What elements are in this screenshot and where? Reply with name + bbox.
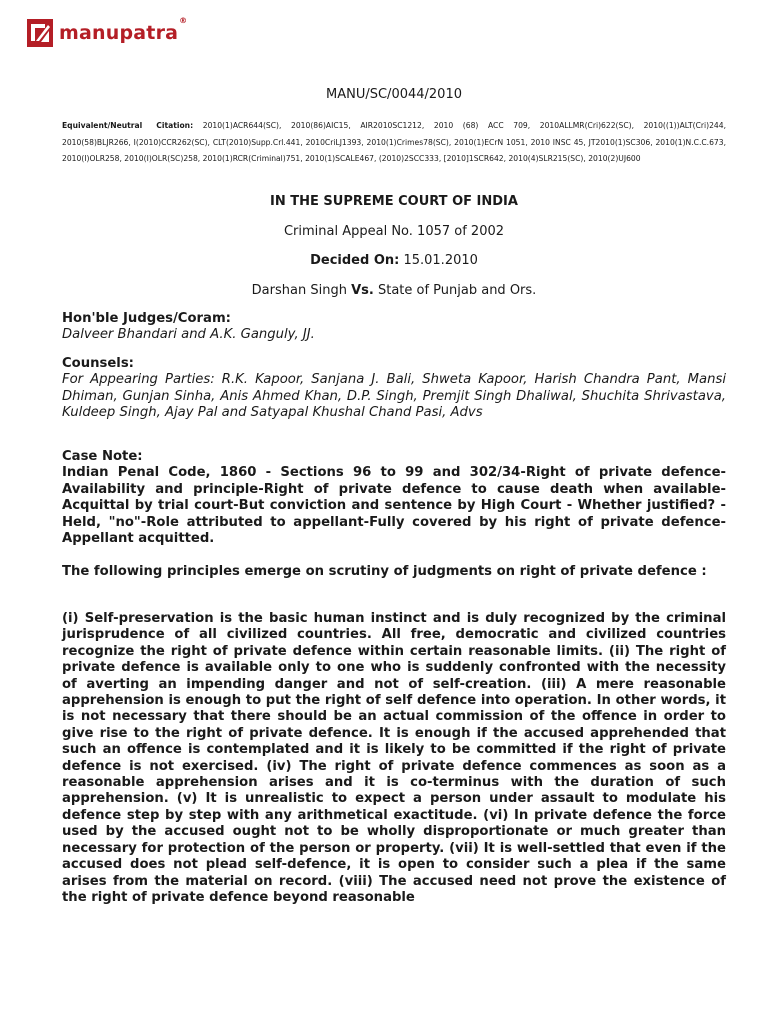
- decided-on: [62, 253, 726, 268]
- judges-names: Dalveer Bhandari and A.K. Ganguly, JJ.: [62, 327, 315, 343]
- logo-wordmark: manupatra®: [59, 16, 188, 44]
- manupatra-logo: [27, 16, 187, 50]
- versus: Vs.: [351, 283, 374, 298]
- appellant: Darshan Singh: [251, 283, 347, 298]
- counsels-heading: Counsels:: [62, 356, 134, 371]
- court-name: IN THE SUPREME COURT OF INDIA: [270, 194, 518, 209]
- citation-label-2: Citation:: [156, 121, 194, 130]
- principles-intro: The following principles emerge on scrutiny of judgments on right of private defence :: [62, 564, 707, 579]
- counsels-text: For Appearing Parties: R.K. Kapoor, Sanjana J. Bali, Shweta Kapoor, Harish Chandra Pant, Mansi Dhiman, Gunjan Sinha, Anis Ahmed Khan, D.P. Singh, Premjit Singh Dhaliwal, Shuchita Shrivastava, Kuldeep Singh, Ajay Pal and Satyapal Khushal Chand Pasi, Advs: [62, 372, 726, 421]
- citation-text: 2010(1)ACR644(SC), 2010(86)AIC15, AIR2010SC1212, 2010 (68) ACC 709, 2010ALLMR(Cri)622(SC), 2010((1))ALT(Cri)244, 2010(58)BLJR266, I(2010)CCR262(SC), CLT(2010)Supp.Crl.441, 2010CriLJ1393, 2010(1)Crimes78(SC), 2010(1)ECrN 1051, 2010 INSC 45, JT2010(1)SC306, 2010(1)N.C.C.673, 2010(I)OLR258, 2010(I)OLR(SC)258, 2010(1)RCR(Criminal)751, 2010(1)SCALE467, (2010)2SCC333, [2010]1SCR642, 2010(4)SLR215(SC), 2010(2)UJ600: [62, 121, 726, 164]
- appeal-number: Criminal Appeal No. 1057 of 2002: [283, 224, 505, 239]
- citation-label: Equivalent/Neutral: [62, 121, 143, 130]
- manu-citation-id: MANU/SC/0044/2010: [326, 87, 462, 102]
- counsels-section: [62, 356, 726, 422]
- decided-label: Decided On:: [310, 253, 400, 268]
- judges-section: [62, 311, 726, 344]
- principles-text: (i) Self-preservation is the basic human instinct and is duly recognized by the criminal jurisprudence of all civilized countries. All free, democratic and civilized countries recognize the right of private defence within certain reasonable limits. (ii) The right of private defence is available only to one who is suddenly confronted with the necessity of averting an impending danger and not of self-creation. (iii) A mere reasonable apprehension is enough to put the right of self defence into operation. In other words, it is not necessary that there should be an actual commission of the offence in order to give rise to the right of private defence. It is enough if the accused apprehended that such an offence is contemplated and it is likely to be committed if the right of private defence is not exercised. (iv) The right of private defence commences as soon as a reasonable apprehension arises and it is co-terminus with the duration of such apprehension. (v) It is unrealistic to expect a person under assault to modulate his defence step by step with any arithmetical exactitude. (vi) In private defence the force used by the accused ought not to be wholly disproportionate or much greater than necessary for protection of the person or property. (vii) It is well-settled that even if the accused does not plead self-defence, it is open to consider such a plea if the same arises from the material on record. (viii) The accused need not prove the existence of the right of private defence beyond reasonable: [62, 611, 726, 905]
- case-parties: [62, 283, 726, 298]
- case-note-text: Indian Penal Code, 1860 - Sections 96 to 99 and 302/34-Right of private defence-Availability and principle-Right of private defence to cause death when available-Acquittal by trial court-But conviction and sentence by High Court - Whether justified? - Held, "no"-Role attributed to appellant-Fully covered by his right of private defence-Appellant acquitted.: [62, 465, 726, 547]
- case-note-section: [62, 449, 726, 547]
- judges-heading: Hon'ble Judges/Coram:: [62, 311, 231, 326]
- manupatra-logo-icon: [27, 19, 53, 47]
- respondent: State of Punjab and Ors.: [377, 283, 537, 298]
- equivalent-citations: [62, 118, 726, 168]
- case-note-heading: Case Note:: [62, 449, 143, 464]
- decided-date: 15.01.2010: [403, 253, 478, 268]
